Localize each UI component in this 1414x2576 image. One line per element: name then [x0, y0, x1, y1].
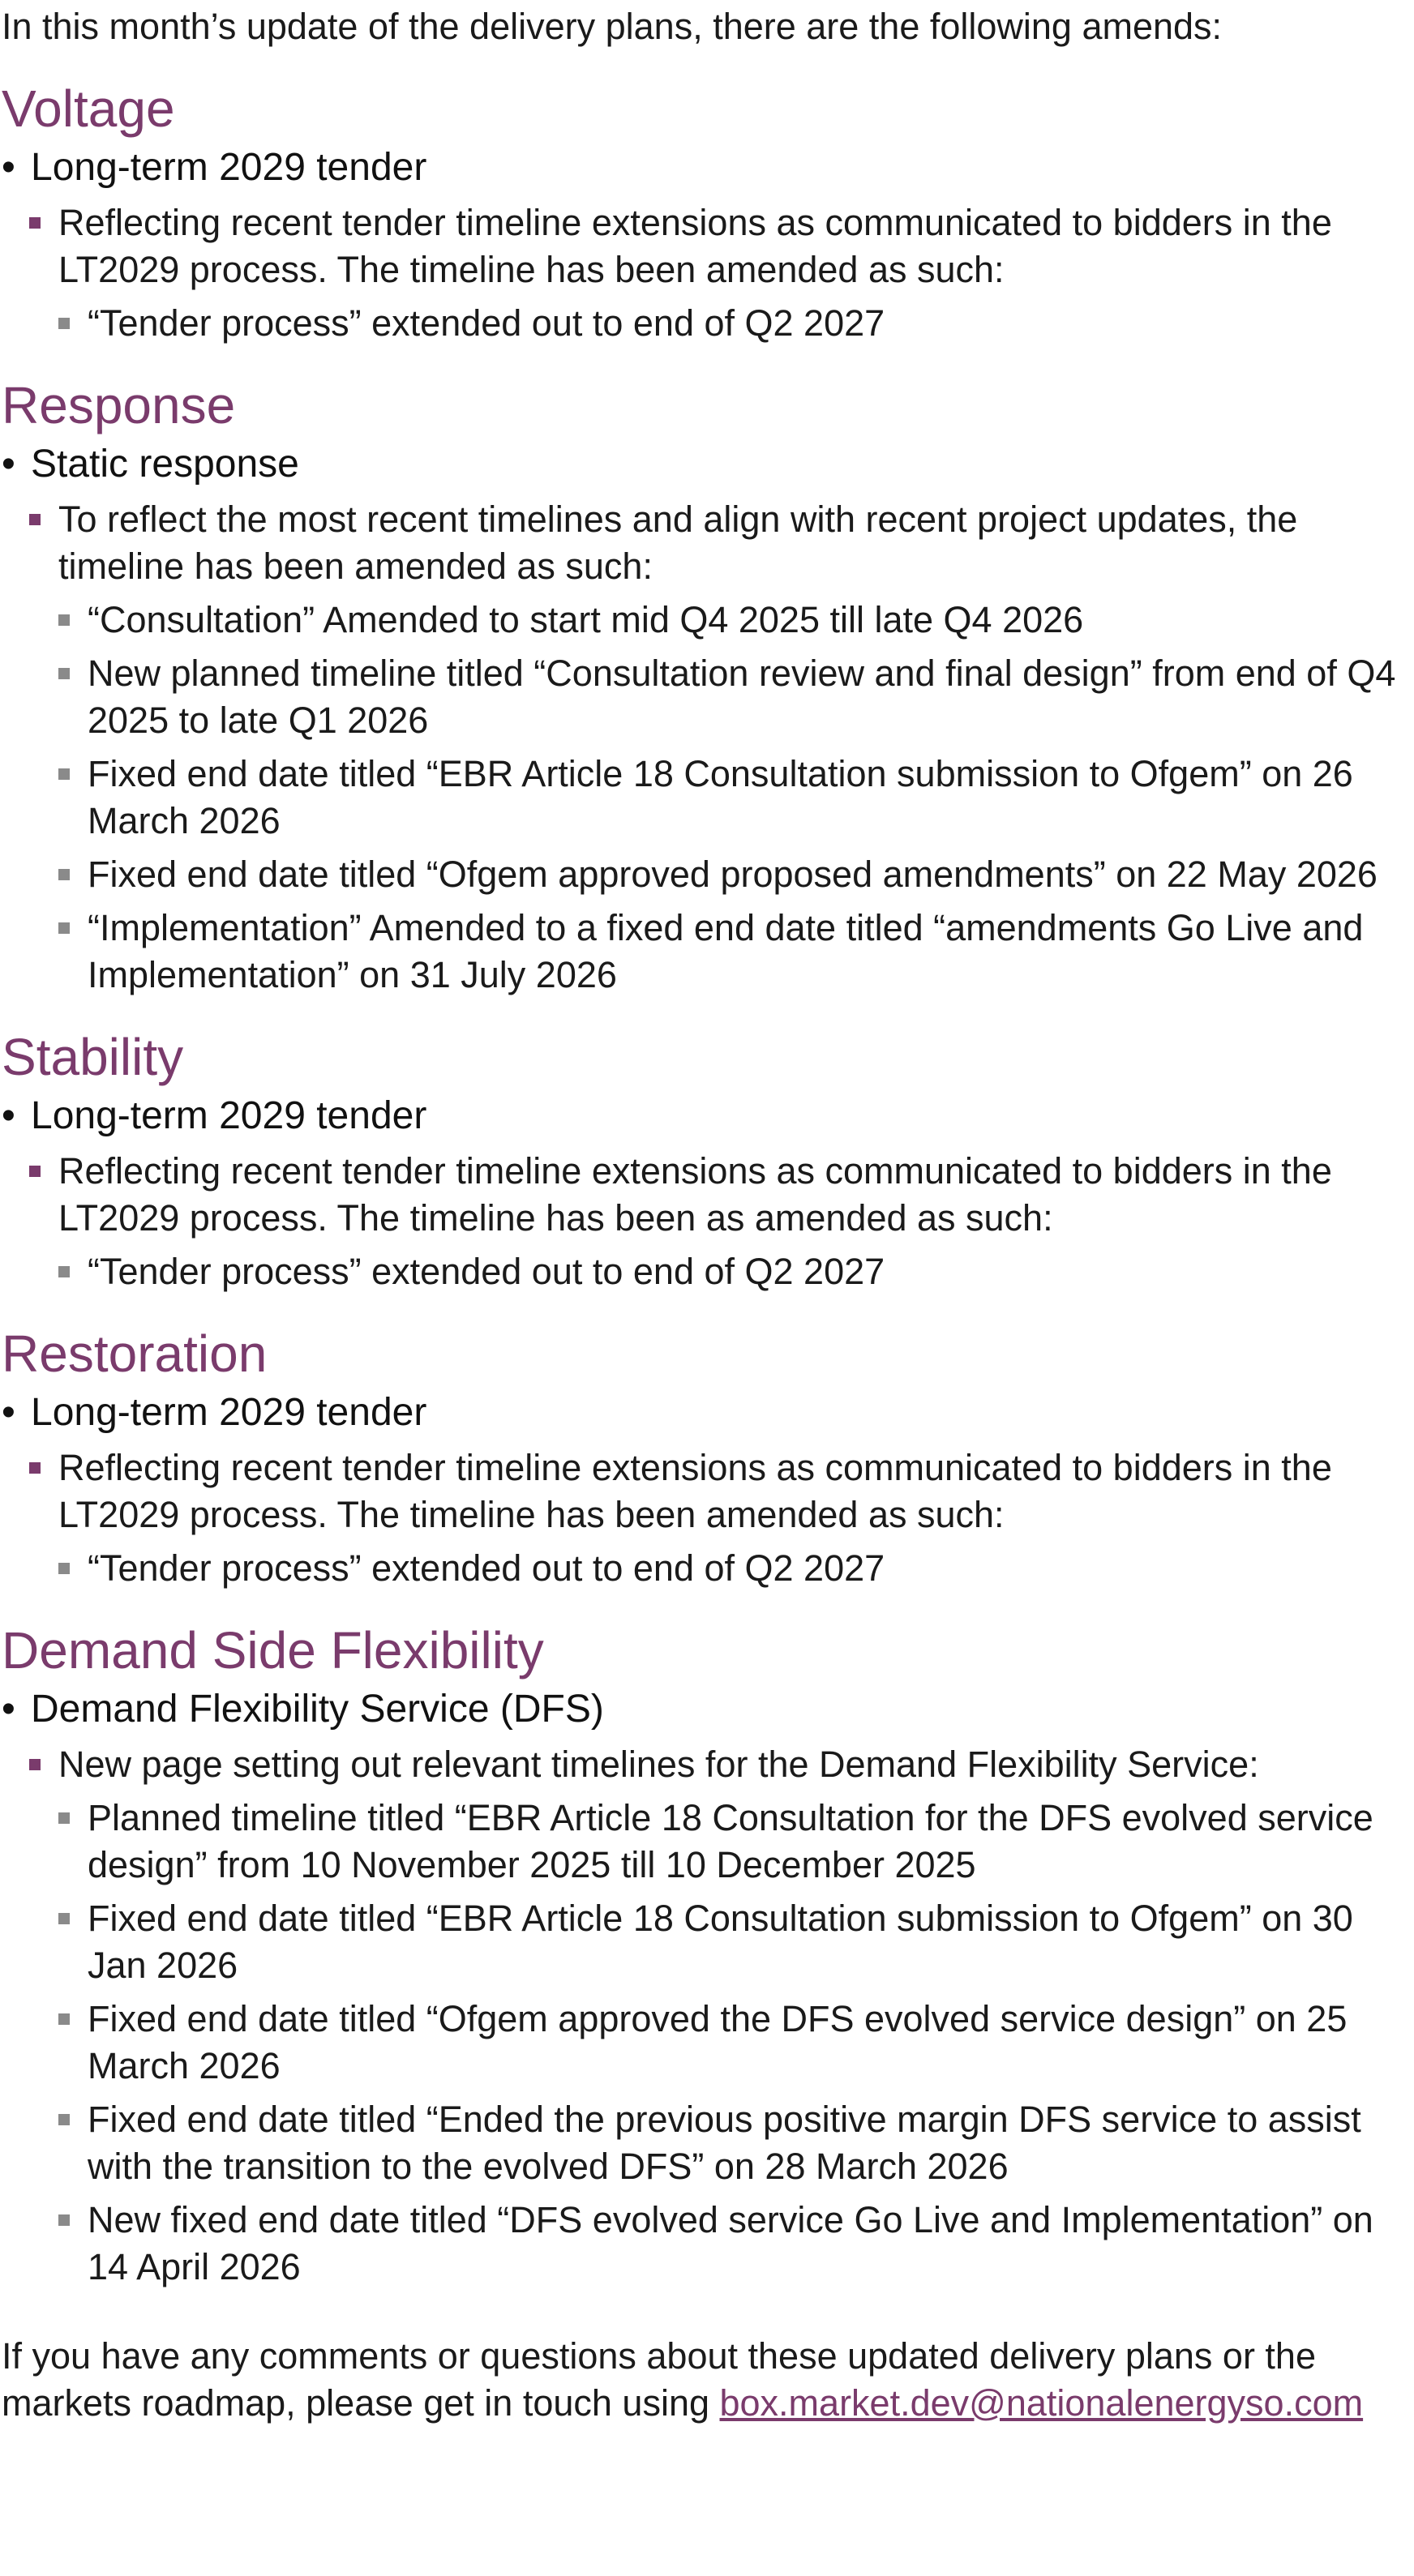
sub-list-item [58, 300, 1414, 347]
list-item [29, 496, 1414, 590]
section-heading: Voltage [2, 79, 175, 138]
list-item [29, 199, 1414, 293]
sub-list-item [58, 751, 1414, 845]
sub-list-item [58, 1545, 1414, 1592]
sub-list-item [58, 1248, 1414, 1295]
bullet-dot-icon: • [2, 1688, 15, 1731]
square-bullet-icon [58, 1545, 88, 1592]
sub-list-item-text: Fixed end date titled “EBR Article 18 Consultation submission to Ofgem” on 26 March 2026 [88, 753, 1353, 841]
section [2, 374, 1414, 999]
sub-list-item-text: Fixed end date titled “Ended the previous positive margin DFS service to assist with the transition to the evolved DFS” on 28 March 2026 [88, 2099, 1361, 2187]
square-bullet-icon [29, 1741, 58, 1788]
section-heading: Stability [2, 1028, 184, 1086]
section [2, 1620, 1414, 2291]
sub-list-item-text: “Tender process” extended out to end of Q2 2027 [88, 302, 885, 344]
square-bullet-icon [58, 2197, 88, 2244]
sub-list-item-text: Fixed end date titled “Ofgem approved proposed amendments” on 22 May 2026 [88, 854, 1378, 895]
bullet-dot-icon: • [2, 1094, 15, 1137]
sub-list-item-text: “Tender process” extended out to end of Q2 2027 [88, 1251, 885, 1292]
sub-list-item-text: Fixed end date titled “EBR Article 18 Consultation submission to Ofgem” on 30 Jan 2026 [88, 1898, 1353, 1986]
bullet-dot-icon: • [2, 146, 15, 189]
sub-list-item [58, 1795, 1414, 1889]
topic-label: Long-term 2029 tender [31, 1391, 427, 1434]
square-bullet-icon [58, 1895, 88, 1942]
section-heading: Restoration [2, 1324, 268, 1383]
square-bullet-icon [58, 851, 88, 898]
sub-list-item-text: New planned timeline titled “Consultation review and final design” from end of Q4 2025 to late Q1 2026 [88, 653, 1396, 741]
list-item [29, 1444, 1414, 1538]
footer-text [2, 2333, 1414, 2427]
sub-list-item [58, 1895, 1414, 1989]
square-bullet-icon [58, 751, 88, 798]
bullet-dot-icon: • [2, 1391, 15, 1434]
sections-container [2, 78, 1414, 2291]
list-item-text: Reflecting recent tender timeline extensions as communicated to bidders in the LT2029 process. The timeline has been as amended as such: [58, 1150, 1332, 1239]
topic-item [2, 439, 1414, 490]
square-bullet-icon [29, 1444, 58, 1491]
square-bullet-icon [58, 905, 88, 952]
sub-list-item [58, 2197, 1414, 2291]
square-bullet-icon [58, 2096, 88, 2143]
sub-list-item [58, 1996, 1414, 2090]
sub-list-item [58, 2096, 1414, 2190]
square-bullet-icon [58, 300, 88, 347]
sub-list-item-text: Planned timeline titled “EBR Article 18 Consultation for the DFS evolved service design” from 10 November 2025 till 10 December 2025 [88, 1797, 1373, 1885]
section-heading: Response [2, 376, 236, 434]
sub-list-item-text: “Consultation” Amended to start mid Q4 2025 till late Q4 2026 [88, 599, 1084, 640]
square-bullet-icon [29, 496, 58, 543]
contact-email-link[interactable]: box.market.dev@nationalenergyso.com [719, 2382, 1364, 2424]
list-item-text: New page setting out relevant timelines for the Demand Flexibility Service: [58, 1744, 1259, 1785]
document-page [0, 3, 1414, 2576]
square-bullet-icon [58, 650, 88, 697]
square-bullet-icon [58, 1996, 88, 2043]
topic-item [2, 143, 1414, 193]
bullet-dot-icon: • [2, 443, 15, 486]
section [2, 1026, 1414, 1295]
topic-label: Long-term 2029 tender [31, 1094, 427, 1137]
square-bullet-icon [58, 597, 88, 644]
square-bullet-icon [29, 1148, 58, 1195]
sub-list-item [58, 650, 1414, 744]
list-item-text: To reflect the most recent timelines and align with recent project updates, the timeline has been amended as such: [58, 499, 1298, 587]
square-bullet-icon [29, 199, 58, 246]
square-bullet-icon [58, 1248, 88, 1295]
list-item [29, 1148, 1414, 1242]
sub-list-item [58, 905, 1414, 999]
list-item [29, 1741, 1414, 1788]
list-item-text: Reflecting recent tender timeline extensions as communicated to bidders in the LT2029 process. The timeline has been amended as such: [58, 1447, 1332, 1535]
section [2, 1323, 1414, 1592]
list-item-text: Reflecting recent tender timeline extensions as communicated to bidders in the LT2029 process. The timeline has been amended as such: [58, 202, 1332, 290]
sub-list-item-text: Fixed end date titled “Ofgem approved the DFS evolved service design” on 25 March 2026 [88, 1998, 1348, 2086]
section [2, 78, 1414, 347]
sub-list-item [58, 851, 1414, 898]
sub-list-item-text: “Implementation” Amended to a fixed end date titled “amendments Go Live and Implementation” on 31 July 2026 [88, 907, 1364, 995]
sub-list-item-text: “Tender process” extended out to end of Q2 2027 [88, 1547, 885, 1589]
intro-text: In this month’s update of the delivery plans, there are the following amends: [2, 6, 1223, 47]
topic-item [2, 1388, 1414, 1438]
topic-item [2, 1091, 1414, 1141]
square-bullet-icon [58, 1795, 88, 1842]
topic-label: Static response [31, 443, 299, 486]
topic-label: Long-term 2029 tender [31, 146, 427, 189]
section-heading: Demand Side Flexibility [2, 1621, 544, 1680]
sub-list-item [58, 597, 1414, 644]
footer-message: If you have any comments or questions about these updated delivery plans or the markets roadmap, please get in touch using [2, 2335, 1316, 2424]
topic-label: Demand Flexibility Service (DFS) [31, 1688, 604, 1731]
sub-list-item-text: New fixed end date titled “DFS evolved service Go Live and Implementation” on 14 April 2026 [88, 2199, 1373, 2287]
topic-item [2, 1684, 1414, 1735]
